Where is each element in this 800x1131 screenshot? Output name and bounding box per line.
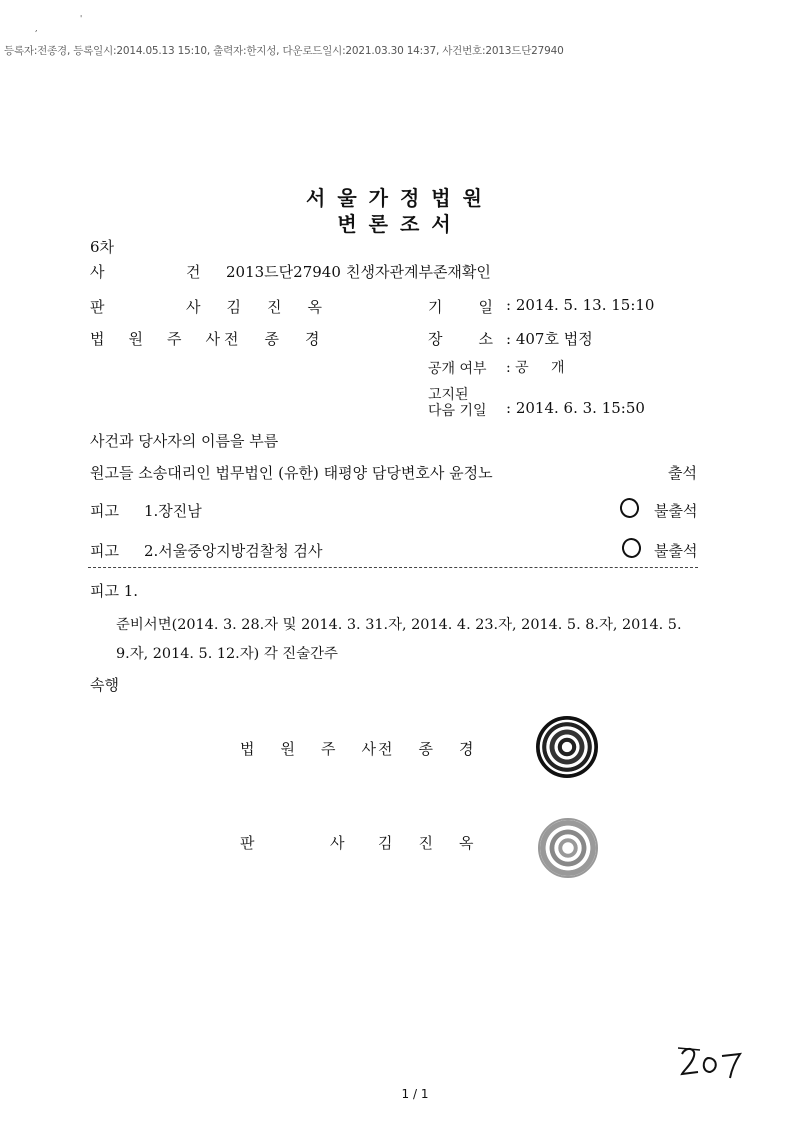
date-value: : 2014. 5. 13. 15:10	[506, 296, 655, 314]
handwritten-page-number	[678, 1040, 758, 1084]
signature-judge-title-b: 사	[330, 834, 345, 852]
date-label: 기일	[428, 298, 529, 316]
public-value: : 공 개	[506, 360, 565, 376]
case-label-a: 사	[90, 263, 105, 281]
body-defendant: 피고 1.	[90, 582, 139, 600]
next-date-label-line1: 고지된	[428, 387, 469, 403]
next-date-value: : 2014. 6. 3. 15:50	[506, 399, 645, 417]
statement-line-2: 9.자, 2014. 5. 12.자) 각 진술간주	[116, 646, 338, 662]
case-name: 친생자관계부존재확인	[346, 263, 491, 281]
top-mark: '	[80, 14, 83, 23]
statement-line-1: 준비서면(2014. 3. 28.자 및 2014. 3. 31.자, 2014. 4. 23.자, 2014. 5. 8.자, 2014. 5.	[116, 617, 682, 633]
section-divider	[88, 567, 698, 568]
plaintiff-counsel: 원고들 소송대리인 법무법인 (유한) 태평양 담당변호사 윤정노	[90, 464, 493, 482]
defendant-2-status: 불출석	[654, 542, 698, 560]
place-value: : 407호 법정	[506, 330, 593, 348]
defendant-1-role: 피고	[90, 502, 119, 520]
page-counter: 1 / 1	[401, 1087, 429, 1101]
signature-clerk-title: 법원주사	[240, 740, 402, 758]
session-number: 6차	[90, 238, 115, 256]
place-label: 장소	[428, 330, 529, 348]
case-label-b: 건	[186, 263, 201, 281]
public-label: 공개 여부	[428, 361, 487, 377]
document-title: 변론조서	[337, 212, 463, 236]
registration-meta: 등록자:전종경, 등록일시:2014.05.13 15:10, 출력자:한지성, 다운로드일시:2021.03.30 14:37, 사건번호:2013드단27940	[4, 45, 564, 57]
judge-label: 판	[90, 298, 105, 316]
hand-circle-mark	[618, 496, 641, 520]
case-number: 2013드단27940	[226, 263, 341, 281]
hand-circle-mark	[620, 536, 643, 560]
clerk-label: 법원주사	[90, 330, 244, 348]
defendant-1-status: 불출석	[654, 502, 698, 520]
signature-judge-title-a: 판	[240, 834, 255, 852]
defendant-2-name: 2.서울중앙지방검찰청 검사	[144, 542, 323, 560]
defendant-2-role: 피고	[90, 542, 119, 560]
defendant-1-name: 1.장진남	[144, 502, 202, 520]
name-call: 사건과 당사자의 이름을 부름	[90, 432, 279, 450]
clerk-name: 전종경	[224, 330, 346, 348]
signature-clerk-name: 전종경	[378, 740, 500, 758]
signature-judge-name: 김진옥	[378, 834, 500, 852]
top-mark-2: ,	[35, 24, 38, 33]
clerk-seal	[536, 716, 598, 778]
judge-title-name: 사김진옥	[186, 298, 348, 316]
next-date-label-line2: 다음 기일	[428, 403, 487, 419]
plaintiff-status: 출석	[668, 464, 697, 482]
judge-seal	[538, 818, 598, 878]
court-name: 서울가정법원	[306, 186, 494, 210]
continuance: 속행	[90, 676, 119, 694]
